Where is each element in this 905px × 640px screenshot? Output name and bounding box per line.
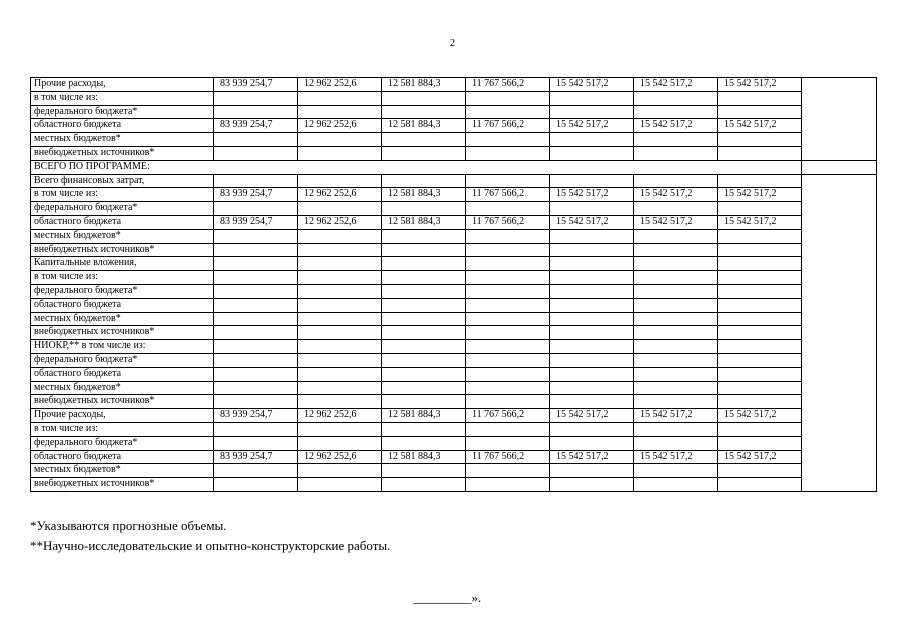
value-cell [550,271,634,285]
value-cell: 83 939 254,7 [214,188,298,202]
value-cell [214,105,298,119]
row-label: областного бюджета [31,215,214,229]
value-cell [382,133,466,147]
value-cell [298,478,382,492]
value-cell [214,91,298,105]
value-cell [298,271,382,285]
extra-cell [802,326,877,340]
extra-cell [802,450,877,464]
value-cell: 12 581 884,3 [382,119,466,133]
row-label: в том числе из: [31,188,214,202]
value-cell: 83 939 254,7 [214,409,298,423]
value-cell [550,353,634,367]
extra-cell [802,409,877,423]
row-label: Прочие расходы, [31,78,214,92]
row-label: внебюджетных источников* [31,478,214,492]
value-cell [466,105,550,119]
table-row [31,422,877,436]
table-row [31,160,877,174]
extra-cell [802,395,877,409]
value-cell [718,395,802,409]
value-cell [214,340,298,354]
value-cell [382,146,466,160]
row-label: внебюджетных источников* [31,243,214,257]
extra-cell [802,243,877,257]
budget-table [30,77,877,492]
row-label: местных бюджетов* [31,312,214,326]
extra-cell [802,436,877,450]
value-cell [382,340,466,354]
value-cell [214,436,298,450]
value-cell [382,243,466,257]
row-label: Капитальные вложения, [31,257,214,271]
table-row [31,133,877,147]
value-cell [298,395,382,409]
value-cell: 15 542 517,2 [718,215,802,229]
value-cell [718,133,802,147]
table-row [31,464,877,478]
value-cell: 15 542 517,2 [634,409,718,423]
value-cell: 15 542 517,2 [634,119,718,133]
value-cell [634,174,718,188]
extra-cell [802,257,877,271]
row-label: местных бюджетов* [31,381,214,395]
value-cell [634,478,718,492]
value-cell [634,367,718,381]
table-row [31,381,877,395]
extra-cell [802,160,877,174]
value-cell: 11 767 566,2 [466,215,550,229]
extra-cell [802,298,877,312]
table-row [31,229,877,243]
row-label: в том числе из: [31,422,214,436]
table-row [31,188,877,202]
extra-cell [802,133,877,147]
value-cell [550,133,634,147]
value-cell: 15 542 517,2 [718,78,802,92]
value-cell: 12 581 884,3 [382,78,466,92]
table-row [31,340,877,354]
value-cell: 83 939 254,7 [214,78,298,92]
value-cell [634,133,718,147]
value-cell [382,298,466,312]
table-row [31,284,877,298]
value-cell [718,243,802,257]
value-cell [718,367,802,381]
extra-cell [802,367,877,381]
value-cell: 15 542 517,2 [634,450,718,464]
table-row [31,478,877,492]
value-cell: 11 767 566,2 [466,119,550,133]
table-row [31,202,877,216]
extra-cell [802,381,877,395]
value-cell: 15 542 517,2 [634,188,718,202]
value-cell [382,395,466,409]
value-cell [214,478,298,492]
value-cell [466,340,550,354]
value-cell [634,202,718,216]
value-cell: 12 962 252,6 [298,119,382,133]
extra-cell [802,284,877,298]
table-row [31,409,877,423]
value-cell [382,271,466,285]
value-cell [466,478,550,492]
extra-cell [802,146,877,160]
value-cell [550,243,634,257]
value-cell: 15 542 517,2 [550,409,634,423]
value-cell [466,257,550,271]
value-cell [718,326,802,340]
value-cell [634,340,718,354]
value-cell [466,284,550,298]
extra-cell [802,422,877,436]
value-cell: 83 939 254,7 [214,215,298,229]
value-cell [634,298,718,312]
value-cell [214,257,298,271]
value-cell [298,464,382,478]
table-row [31,243,877,257]
value-cell: 12 962 252,6 [298,450,382,464]
row-label: федерального бюджета* [31,105,214,119]
value-cell [634,436,718,450]
value-cell [382,91,466,105]
table-row [31,326,877,340]
value-cell: 12 962 252,6 [298,188,382,202]
value-cell [550,312,634,326]
row-label: в том числе из: [31,91,214,105]
value-cell: 15 542 517,2 [634,215,718,229]
value-cell [634,381,718,395]
value-cell [634,464,718,478]
value-cell [466,202,550,216]
value-cell [550,422,634,436]
value-cell [634,326,718,340]
value-cell [214,229,298,243]
value-cell: 11 767 566,2 [466,78,550,92]
value-cell [718,422,802,436]
value-cell [550,229,634,243]
value-cell [382,478,466,492]
value-cell [718,353,802,367]
row-label: внебюджетных источников* [31,395,214,409]
value-cell [718,229,802,243]
value-cell [466,243,550,257]
value-cell [382,326,466,340]
value-cell [298,284,382,298]
section-heading: ВСЕГО ПО ПРОГРАММЕ: [31,160,802,174]
value-cell [550,478,634,492]
value-cell [550,381,634,395]
value-cell [466,395,550,409]
value-cell [214,367,298,381]
value-cell [634,312,718,326]
extra-cell [802,174,877,188]
value-cell [298,243,382,257]
footnote-forecast: *Указываются прогнозные объемы. [30,518,227,533]
table-row [31,119,877,133]
value-cell [550,395,634,409]
value-cell [550,105,634,119]
row-label: в том числе из: [31,271,214,285]
value-cell [466,312,550,326]
value-cell: 15 542 517,2 [718,409,802,423]
value-cell: 15 542 517,2 [718,119,802,133]
value-cell [466,133,550,147]
value-cell [298,436,382,450]
value-cell [550,284,634,298]
value-cell [214,422,298,436]
value-cell [718,381,802,395]
value-cell [550,436,634,450]
extra-cell [802,478,877,492]
extra-cell [802,312,877,326]
value-cell: 11 767 566,2 [466,188,550,202]
value-cell [718,146,802,160]
value-cell [214,395,298,409]
value-cell [550,146,634,160]
value-cell [382,381,466,395]
value-cell [466,146,550,160]
footnote-rnd: **Научно-исследовательские и опытно-конструкторские работы. [30,538,391,553]
extra-cell [802,464,877,478]
value-cell [718,478,802,492]
value-cell [214,271,298,285]
value-cell: 83 939 254,7 [214,119,298,133]
value-cell [550,257,634,271]
value-cell [298,326,382,340]
value-cell [382,367,466,381]
value-cell [718,105,802,119]
value-cell [298,146,382,160]
row-label: Всего финансовых затрат, [31,174,214,188]
row-label: федерального бюджета* [31,353,214,367]
table-row [31,450,877,464]
row-label: местных бюджетов* [31,464,214,478]
value-cell: 15 542 517,2 [550,215,634,229]
row-label: федерального бюджета* [31,436,214,450]
value-cell [214,326,298,340]
table-row [31,105,877,119]
row-label: Прочие расходы, [31,409,214,423]
value-cell [214,298,298,312]
value-cell: 15 542 517,2 [550,119,634,133]
table-row [31,271,877,285]
value-cell: 83 939 254,7 [214,450,298,464]
value-cell [298,105,382,119]
value-cell [718,464,802,478]
value-cell [382,436,466,450]
value-cell [718,91,802,105]
value-cell [298,353,382,367]
value-cell [634,146,718,160]
value-cell [298,229,382,243]
value-cell [718,174,802,188]
value-cell [214,146,298,160]
row-label: внебюджетных источников* [31,146,214,160]
value-cell [298,298,382,312]
extra-cell [802,202,877,216]
row-label: федерального бюджета* [31,284,214,298]
row-label: местных бюджетов* [31,133,214,147]
value-cell [466,464,550,478]
value-cell [550,340,634,354]
value-cell: 12 581 884,3 [382,409,466,423]
table-row [31,367,877,381]
table-row [31,215,877,229]
value-cell [550,298,634,312]
value-cell [382,229,466,243]
value-cell [382,312,466,326]
footnotes [30,516,390,556]
row-label: областного бюджета [31,367,214,381]
value-cell [214,353,298,367]
row-label: местных бюджетов* [31,229,214,243]
value-cell: 12 581 884,3 [382,188,466,202]
value-cell: 12 962 252,6 [298,409,382,423]
value-cell: 15 542 517,2 [550,450,634,464]
value-cell [298,91,382,105]
value-cell [214,381,298,395]
value-cell [718,312,802,326]
value-cell [214,133,298,147]
value-cell [214,243,298,257]
value-cell [298,133,382,147]
value-cell: 15 542 517,2 [718,450,802,464]
value-cell [298,202,382,216]
value-cell [718,284,802,298]
value-cell [382,257,466,271]
value-cell [298,174,382,188]
value-cell [466,174,550,188]
value-cell [718,271,802,285]
value-cell [466,367,550,381]
value-cell [634,257,718,271]
value-cell [718,340,802,354]
value-cell [214,464,298,478]
value-cell [634,395,718,409]
row-label: областного бюджета [31,450,214,464]
row-label: внебюджетных источников* [31,326,214,340]
page-number: 2 [450,38,455,49]
row-label: областного бюджета [31,298,214,312]
value-cell [634,422,718,436]
value-cell [382,284,466,298]
value-cell [214,312,298,326]
value-cell: 15 542 517,2 [634,78,718,92]
table-row [31,257,877,271]
value-cell: 15 542 517,2 [550,188,634,202]
extra-cell [802,353,877,367]
value-cell: 12 581 884,3 [382,450,466,464]
table-row [31,298,877,312]
value-cell [298,367,382,381]
value-cell: 12 962 252,6 [298,78,382,92]
extra-cell [802,340,877,354]
extra-cell [802,215,877,229]
row-label: областного бюджета [31,119,214,133]
value-cell [466,298,550,312]
table-row [31,395,877,409]
value-cell [634,229,718,243]
value-cell [634,284,718,298]
extra-cell [802,91,877,105]
value-cell: 15 542 517,2 [550,78,634,92]
value-cell [466,422,550,436]
value-cell: 15 542 517,2 [718,188,802,202]
table-row [31,174,877,188]
value-cell: 12 581 884,3 [382,215,466,229]
value-cell [214,202,298,216]
value-cell [466,353,550,367]
value-cell [634,353,718,367]
value-cell [550,367,634,381]
value-cell [550,91,634,105]
extra-cell [802,271,877,285]
table-row [31,312,877,326]
value-cell: 11 767 566,2 [466,450,550,464]
table-row [31,353,877,367]
row-label: НИОКР,** в том числе из: [31,340,214,354]
value-cell [718,298,802,312]
value-cell [298,381,382,395]
value-cell [382,105,466,119]
value-cell [298,422,382,436]
value-cell [298,312,382,326]
value-cell [298,340,382,354]
value-cell [298,257,382,271]
value-cell [466,271,550,285]
table-row [31,91,877,105]
value-cell [382,202,466,216]
value-cell [718,202,802,216]
value-cell [466,229,550,243]
value-cell [634,243,718,257]
value-cell [214,284,298,298]
value-cell [466,381,550,395]
table-row [31,146,877,160]
extra-cell [802,188,877,202]
value-cell [550,326,634,340]
value-cell [466,326,550,340]
value-cell [718,257,802,271]
value-cell [550,202,634,216]
extra-cell [802,105,877,119]
value-cell [214,174,298,188]
value-cell [466,436,550,450]
table-row [31,436,877,450]
value-cell [634,105,718,119]
value-cell [634,91,718,105]
extra-cell [802,119,877,133]
value-cell [550,464,634,478]
value-cell [382,353,466,367]
value-cell [382,464,466,478]
row-label: федерального бюджета* [31,202,214,216]
value-cell [634,271,718,285]
value-cell [718,436,802,450]
value-cell [466,91,550,105]
table-row [31,78,877,92]
value-cell [550,174,634,188]
value-cell [382,174,466,188]
value-cell: 11 767 566,2 [466,409,550,423]
value-cell [382,422,466,436]
value-cell: 12 962 252,6 [298,215,382,229]
extra-cell [802,78,877,92]
extra-cell [802,229,877,243]
closing-mark: _________». [413,590,482,605]
